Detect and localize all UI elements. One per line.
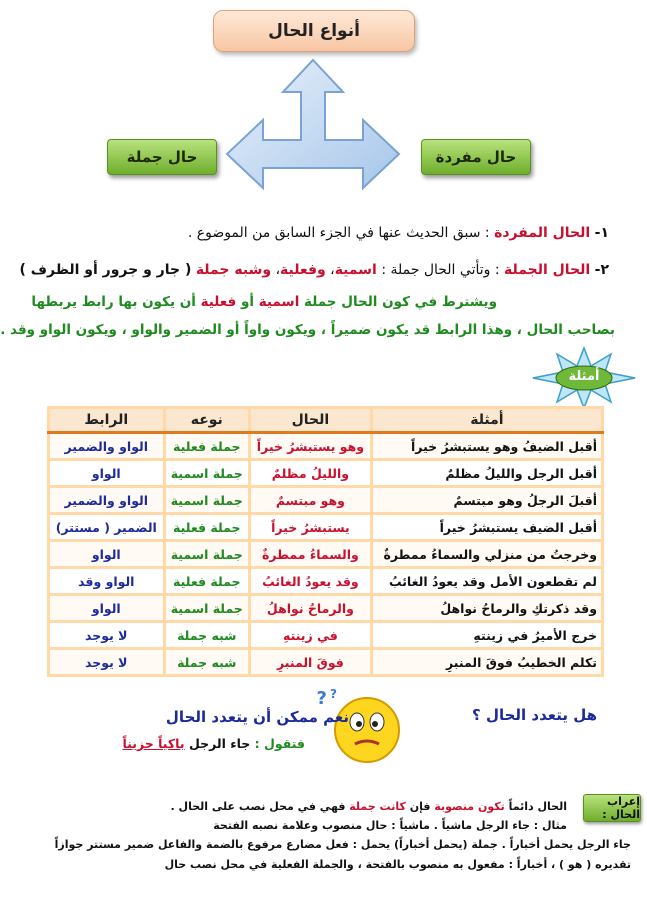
irab-line-4: تقديره ( هو ) ، أخباراً : مفعول به منصوب بالفتحة ، والجملة الفعلية في محل نصب حال xyxy=(164,858,631,871)
point-2-number: ٢- xyxy=(594,262,609,278)
point-1 xyxy=(188,225,609,241)
cell: شبه جملة xyxy=(164,622,250,649)
cell: وهو يستبشرُ خيراً xyxy=(250,433,372,460)
cond-e: أن يكون بها رابط يربطها xyxy=(31,294,196,310)
single-hal-box: حال مفردة xyxy=(421,139,531,175)
cell: الواو وقد xyxy=(49,568,165,595)
type-nominal: اسمية xyxy=(334,262,377,278)
svg-text:?: ? xyxy=(330,687,337,701)
cell: جملة اسمية xyxy=(164,487,250,514)
col-examples: أمثلة xyxy=(371,408,602,433)
thinking-face-icon xyxy=(316,684,411,768)
examples-table xyxy=(47,406,604,677)
irab-1e: فهي في محل نصب على الحال . xyxy=(170,800,346,813)
irab-line-1 xyxy=(171,800,567,813)
cell: لا يوجد xyxy=(49,649,165,676)
col-hal: الحال xyxy=(250,408,372,433)
condition-line-1 xyxy=(31,294,497,310)
cell: شبه جملة xyxy=(164,649,250,676)
table-row xyxy=(49,460,603,487)
cell: تكلم الخطيبُ فوقَ المنبرِ xyxy=(371,649,602,676)
cell: في زينتهِ xyxy=(250,622,372,649)
say-ex1: جاء الرجل xyxy=(188,736,251,751)
irab-line-3: جاء الرجل يحمل أخباراً . جملة (يحمل أخباراً) يحمل : فعل مضارع مرفوع بالضمة والفاعل ضمير مستتر جوازاً xyxy=(54,838,631,851)
example-say xyxy=(122,736,305,751)
sep: ، xyxy=(325,262,335,278)
point-1-text: : سبق الحديث عنها في الجزء السابق من الموضوع . xyxy=(187,225,490,241)
cell: جملة فعلية xyxy=(164,433,250,460)
cell: والسماءُ ممطرةٌ xyxy=(250,541,372,568)
point-2-text: : وتأتي الحال جملة : xyxy=(381,262,500,278)
cell: فوقَ المنبرِ xyxy=(250,649,372,676)
irab-label: إعراب الحال : xyxy=(583,794,641,822)
type-semi: وشبه جملة xyxy=(195,262,272,278)
point-1-term: الحال المفردة xyxy=(494,225,591,241)
condition-line-2: بصاحب الحال ، وهذا الرابط قد يكون ضميراً ، ويكون واواً أو الضمير والواو ، ويكون الواو وقد . xyxy=(0,322,615,338)
cell: والليلُ مظلمٌ xyxy=(250,460,372,487)
cell: أقبلَ الرجلُ وهو مبتسمٌ xyxy=(371,487,602,514)
cond-c: أو xyxy=(240,294,254,310)
answer-text: نعم ممكن أن يتعدد الحال xyxy=(165,708,349,726)
cell: الواو والضمير xyxy=(49,433,165,460)
cell: جملة فعلية xyxy=(164,568,250,595)
table-row xyxy=(49,541,603,568)
cond-b: اسمية xyxy=(258,294,300,310)
type-verbal: وفعلية xyxy=(280,262,326,278)
irab-1c: فإن xyxy=(409,800,431,813)
cell: والرماحُ نواهلُ xyxy=(250,595,372,622)
point-1-number: ١- xyxy=(594,225,609,241)
cond-a: ويشترط في كون الحال جملة xyxy=(304,294,497,310)
cell: وقد ذكرتكِ والرماحُ نواهلُ xyxy=(371,595,602,622)
cell: الضمير ( مستتر) xyxy=(49,514,165,541)
cell: جملة اسمية xyxy=(164,541,250,568)
table-row xyxy=(49,514,603,541)
point-2 xyxy=(19,262,609,278)
cell: أقبل الضيفُ وهو يستبشرُ خيراً xyxy=(371,433,602,460)
cell: جملة فعلية xyxy=(164,514,250,541)
svg-text:?: ? xyxy=(316,688,327,709)
point-2-tail: ( جار و جرور أو الظرف ) xyxy=(19,262,192,278)
sep: ، xyxy=(271,262,281,278)
cell: وخرجتُ من منزلي والسماءُ ممطرةٌ xyxy=(371,541,602,568)
cell: لم تقطعون الأمل وقد يعودُ الغائبُ xyxy=(371,568,602,595)
irab-1d: كانت جملة xyxy=(349,800,406,813)
cell: الواو xyxy=(49,460,165,487)
examples-badge: أمثلة xyxy=(568,369,600,384)
cell: أقبل الرجل والليلُ مظلمٌ xyxy=(371,460,602,487)
table-row xyxy=(49,649,603,676)
irab-1b: تكون منصوبة xyxy=(434,800,505,813)
cell: وقد يعودُ الغائبُ xyxy=(250,568,372,595)
say-label: فتقول : xyxy=(254,736,305,751)
col-link: الرابط xyxy=(49,408,165,433)
cell: خرج الأميرُ في زينتهِ xyxy=(371,622,602,649)
table-row xyxy=(49,487,603,514)
cell: جملة اسمية xyxy=(164,595,250,622)
cell: جملة اسمية xyxy=(164,460,250,487)
cell: الواو xyxy=(49,595,165,622)
cell: الواو والضمير xyxy=(49,487,165,514)
cell: وهو مبتسمٌ xyxy=(250,487,372,514)
cell: لا يوجد xyxy=(49,622,165,649)
table-row xyxy=(49,622,603,649)
cell: الواو xyxy=(49,541,165,568)
table-row xyxy=(49,595,603,622)
col-type: نوعه xyxy=(164,408,250,433)
table-row xyxy=(49,568,603,595)
say-ex2: باكياً حزيناً xyxy=(122,736,185,751)
irab-line-2: مثال : جاء الرجل ماشياً . ماشياً : حال منصوب وعلامة نصبه الفتحة xyxy=(213,819,567,832)
cell: يستبشرُ خيراً xyxy=(250,514,372,541)
cell: أقبل الضيف يستبشرُ خيراً xyxy=(371,514,602,541)
page-title: أنواع الحال xyxy=(213,10,415,52)
table-row xyxy=(49,433,603,460)
three-way-arrow-icon xyxy=(225,58,401,192)
irab-1a: الحال دائماً xyxy=(508,800,567,813)
table-header-row xyxy=(49,408,603,433)
question-text: هل يتعدد الحال ؟ xyxy=(472,706,597,724)
sentence-hal-box: حال جملة xyxy=(107,139,217,175)
cond-d: فعلية xyxy=(200,294,237,310)
point-2-term: الحال الجملة xyxy=(504,262,591,278)
